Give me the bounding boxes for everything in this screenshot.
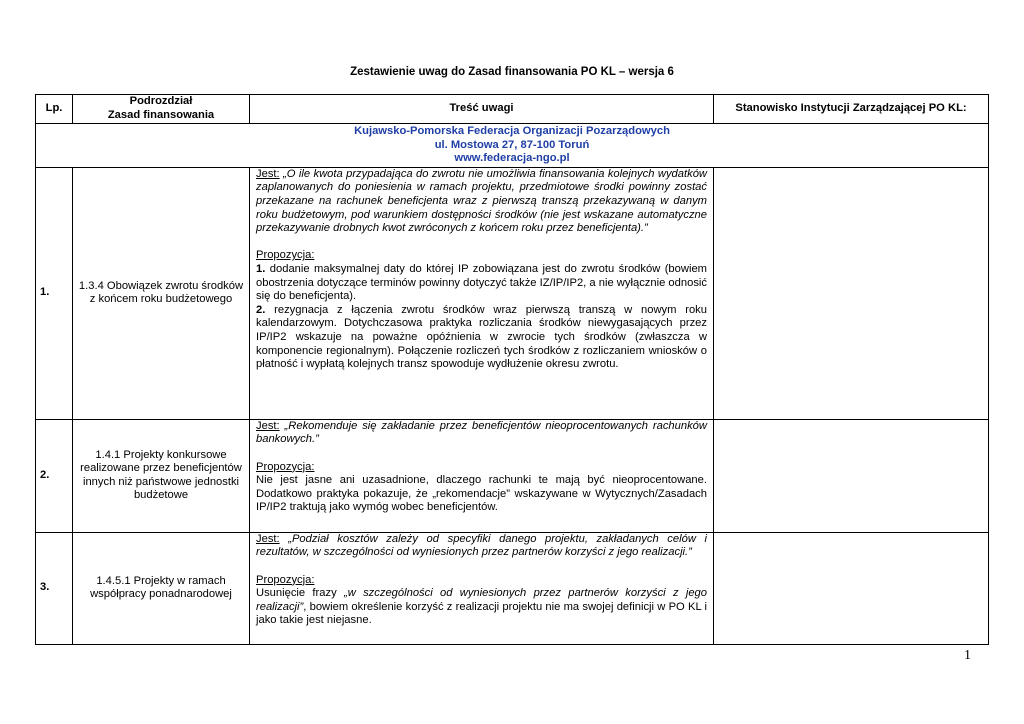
organization-cell [36,124,989,168]
row-lp: 3. [36,532,73,644]
comments-table [35,94,989,645]
propozycja-label: Propozycja: [256,573,315,586]
jest-text: „O ile kwota przypadająca do zwrotu nie umożliwia finansowania kolejnych wydatków zaplanowanych do poniesienia w ramach projektu, przedmiotowe środki powinny zostać przekazane na rachunek beneficjenta wraz z pierwszą transzą przekazywaną w danym roku budżetowym, pod warunkiem dostępności środków (nie jest wskazane automatyczne przekazywanie drobnych kwot zwróconych z końcem roku przez beneficjenta).” [256,167,707,235]
jest-label: Jest: [256,419,280,432]
header-content: Treść uwagi [250,95,714,124]
proposal-post: , bowiem określenie korzyść z realizacji projektu nie ma swojej definicji w PO KL i jako takie jest niejasne. [256,600,707,627]
proposal-quote: „w szczególności od wyniesionych przez partnerów korzyści z jego realizacji” [256,587,708,613]
organization-name: Kujawsko-Pomorska Federacja Organizacji Pozarządowych [354,125,670,137]
proposal-item [256,304,707,372]
row-section: 1.4.5.1 Projekty w ramach współpracy ponadnarodowej [73,532,250,644]
row-position [714,419,989,532]
jest-text: „Podział kosztów zależy od specyfiki danego projektu, zakładanych celów i rezultatów, w szczególności od wyniesionych przez partnerów korzyści z jego realizacji.” [256,532,707,559]
document-title: Zestawienie uwag do Zasad finansowania PO KL – wersja 6 [350,66,674,78]
row-content [250,419,714,532]
table-row [36,532,989,644]
row-position [714,167,989,419]
header-section-line2: Zasad finansowania [107,109,215,121]
row-section: 1.4.1 Projekty konkursowe realizowane przez beneficjentów innych niż państwowe jednostki budżetowe [73,419,250,532]
table-row [36,167,989,419]
row-position [714,532,989,644]
proposal-text: rezygnacja z łączenia zwrotu środków wraz pierwszą transzą w nowym roku kalendarzowym. Dotychczasowa praktyka rozliczania środków niewygasających przez IP/IP2 wskazuje na poważne opóźnienia w zwrocie tych środków (zwłaszcza w komponencie regionalnym). Połączenie rozliczeń tych środków z rozliczaniem wniosków o płatność i wypłatą kolejnych transz spowoduje wydłużenie okresu zwrotu. [256,303,707,371]
header-position: Stanowisko Instytucji Zarządzającej PO KL: [714,95,989,124]
header-section-line1: Podrozdział [129,95,193,108]
organization-website: www.federacja-ngo.pl [454,152,570,165]
proposal-text: Nie jest jasne ani uzasadnione, dlaczego rachunki te mają być nieoprocentowane. Dodatkowo praktyka pokazuje, że „rekomendacje” wskazywane w Wytycznych/Zasadach IP/IP2 traktują jako wymóg wobec beneficjentów. [256,474,707,514]
row-content [250,532,714,644]
organization-address: ul. Mostowa 27, 87-100 Toruń [434,138,590,151]
page-number: 1 [964,648,971,663]
jest-text: „Rekomenduje się zakładanie przez beneficjentów nieoprocentowanych rachunków bankowych.” [256,419,707,446]
proposal-number: 1. [256,262,266,275]
proposal-item [256,263,707,304]
proposal-pre: Usunięcie frazy [256,587,344,600]
row-section: 1.3.4 Obowiązek zwrotu środków z końcem roku budżetowego [73,167,250,419]
header-lp: Lp. [36,95,73,124]
row-lp: 1. [36,167,73,419]
propozycja-label: Propozycja: [256,460,315,473]
row-content [250,167,714,419]
row-lp: 2. [36,419,73,532]
proposal-text [256,587,707,628]
jest-label: Jest: [256,532,280,545]
header-section [73,95,250,124]
header-row [36,95,989,124]
jest-label: Jest: [256,167,280,180]
proposal-text: dodanie maksymalnej daty do której IP zobowiązana jest do zwrotu środków (bowiem obostrzenia dotyczące terminów powinny dotyczyć także IZ/IP/IP2, a nie wyłącznie odnosić się do beneficjenta). [256,262,707,303]
organization-row [36,124,989,168]
table-row [36,419,989,532]
proposal-number: 2. [256,303,266,316]
propozycja-label: Propozycja: [256,249,315,262]
